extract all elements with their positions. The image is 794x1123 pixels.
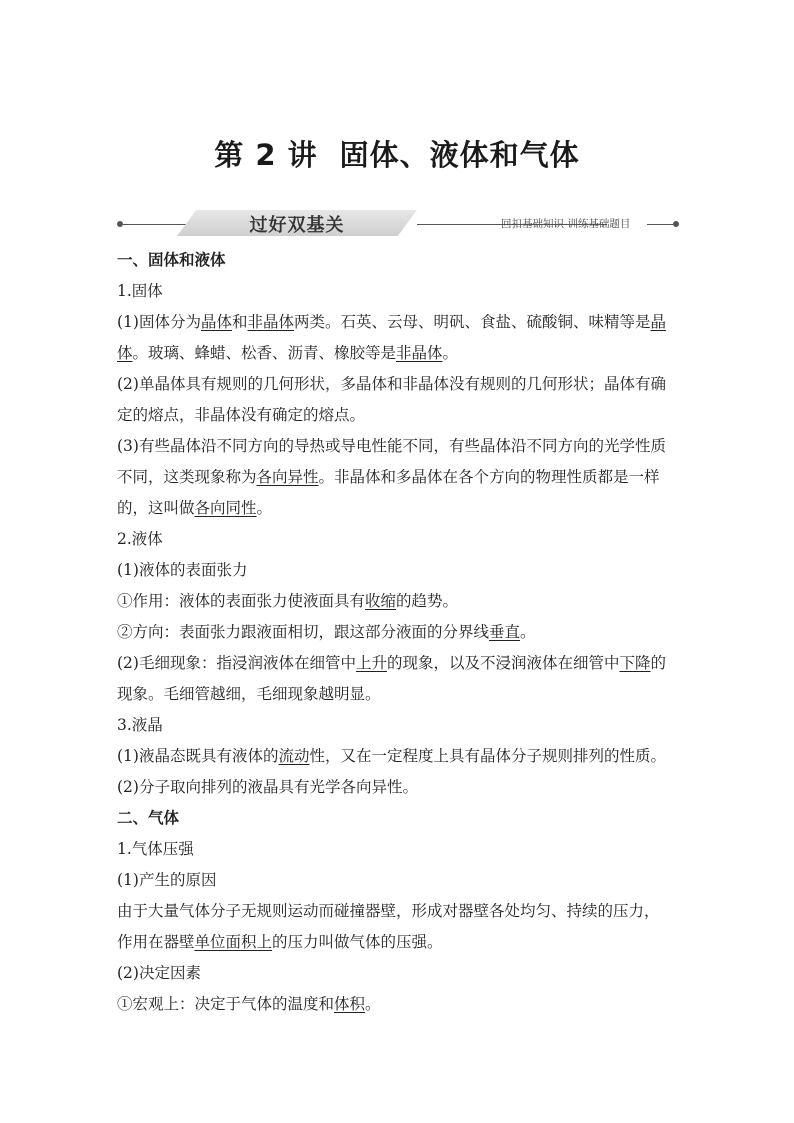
text-run: 不同，这类现象称为 <box>117 468 257 486</box>
section-heading <box>117 803 681 834</box>
text-line <box>117 462 681 493</box>
section-heading <box>117 245 681 276</box>
text-run: 3.液晶 <box>117 716 163 734</box>
text-line <box>117 648 681 679</box>
text-run: 2.液体 <box>117 530 163 548</box>
text-run: 和 <box>231 313 248 331</box>
text-run: 由于大量气体分子无规则运动而碰撞器壁，形成对器壁各处均匀、持续的压力， <box>117 902 660 920</box>
text-run: 。 <box>256 499 273 517</box>
text-line <box>117 834 681 865</box>
banner-rule-right <box>647 224 673 225</box>
text-line <box>117 741 681 772</box>
text-run: (2)决定因素 <box>117 964 201 982</box>
text-line <box>117 338 681 369</box>
text-run: (2)毛细现象：指浸润液体在细管中 <box>117 654 356 672</box>
text-run: 。 <box>365 995 381 1013</box>
underlined-term: 垂直 <box>489 623 521 641</box>
text-run: (1)产生的原因 <box>117 871 217 889</box>
text-line <box>117 710 681 741</box>
underlined-term: 上升 <box>355 654 387 672</box>
underlined-term: 体 <box>117 344 133 362</box>
banner-dot-right <box>673 221 679 227</box>
text-line <box>117 493 681 524</box>
text-run: 的，这叫做 <box>117 499 195 517</box>
underlined-term: 各向同性 <box>194 499 257 517</box>
text-run: 性，又在一定程度上具有晶体分子规则排列的性质。 <box>309 747 666 765</box>
text-line <box>117 431 681 462</box>
text-run: (1)固体分为 <box>117 313 201 331</box>
underlined-term: 单位面积上 <box>194 933 273 951</box>
text-run: 。 <box>442 344 459 362</box>
underlined-term: 非晶体 <box>247 313 295 331</box>
text-line <box>117 369 681 400</box>
underlined-term: 非晶体 <box>396 344 443 362</box>
underlined-term: 晶体 <box>200 313 232 331</box>
text-line <box>117 989 681 1020</box>
banner-label: 过好双基关 <box>249 215 345 236</box>
text-run: 一、固体和液体 <box>117 251 226 269</box>
text-line <box>117 586 681 617</box>
text-run: 的趋势。 <box>396 592 459 610</box>
text-run: (3)有些晶体沿不同方向的导热或导电性能不同，有些晶体沿不同方向的光学性质 <box>117 437 666 455</box>
text-run: 定的熔点，非晶体没有确定的熔点。 <box>117 406 366 424</box>
text-run: 两类。石英、云母、明矾、食盐、硫酸铜、味精等是 <box>294 313 651 331</box>
text-run: 的压力叫做气体的压强。 <box>272 933 443 951</box>
lecture-number: 第 2 讲 <box>214 138 318 172</box>
text-run: 现象。毛细管越细，毛细现象越明显。 <box>117 685 381 703</box>
underlined-term: 各向异性 <box>256 468 319 486</box>
text-run: (2)分子取向排列的液晶具有光学各向异性。 <box>117 778 418 796</box>
text-line <box>117 307 681 338</box>
text-line <box>117 524 681 555</box>
text-line <box>117 772 681 803</box>
underlined-term: 晶 <box>650 313 667 331</box>
section-banner <box>117 210 679 236</box>
text-run: 。玻璃、蜂蜡、松香、沥青、橡胶等是 <box>132 344 397 362</box>
page-title <box>0 133 794 174</box>
text-line <box>117 865 681 896</box>
underlined-term: 体积 <box>334 995 366 1013</box>
text-run: 的现象，以及不浸润液体在细管中 <box>386 654 620 672</box>
underlined-term: 流动 <box>278 747 310 765</box>
text-line <box>117 276 681 307</box>
text-line <box>117 555 681 586</box>
text-run: 。非晶体和多晶体在各个方向的物理性质都是一样 <box>318 468 660 486</box>
document-body <box>117 245 681 1020</box>
underlined-term: 收缩 <box>365 592 397 610</box>
text-run: ②方向：表面张力跟液面相切，跟这部分液面的分界线 <box>117 623 490 641</box>
text-run: 二、气体 <box>117 809 180 827</box>
text-line <box>117 896 681 927</box>
text-run: 的 <box>650 654 667 672</box>
text-run: (2)单晶体具有规则的几何形状，多晶体和非晶体没有规则的几何形状；晶体有确 <box>117 375 666 393</box>
text-line <box>117 679 681 710</box>
underlined-term: 下降 <box>619 654 651 672</box>
text-line <box>117 958 681 989</box>
text-run: (1)液体的表面张力 <box>117 561 248 579</box>
text-run: 。 <box>520 623 536 641</box>
text-run: ①作用：液体的表面张力使液面具有 <box>117 592 366 610</box>
text-line <box>117 617 681 648</box>
text-line <box>117 400 681 431</box>
text-run: 1.固体 <box>117 282 163 300</box>
text-run: (1)液晶态既具有液体的 <box>117 747 279 765</box>
lecture-topic: 固体、液体和气体 <box>339 138 580 172</box>
text-run: 作用在器壁 <box>117 933 195 951</box>
text-run: ①宏观上：决定于气体的温度和 <box>117 995 335 1013</box>
banner-subtitle: 回扣基础知识 训练基础题目 <box>501 218 631 230</box>
text-run: 1.气体压强 <box>117 840 194 858</box>
text-line <box>117 927 681 958</box>
